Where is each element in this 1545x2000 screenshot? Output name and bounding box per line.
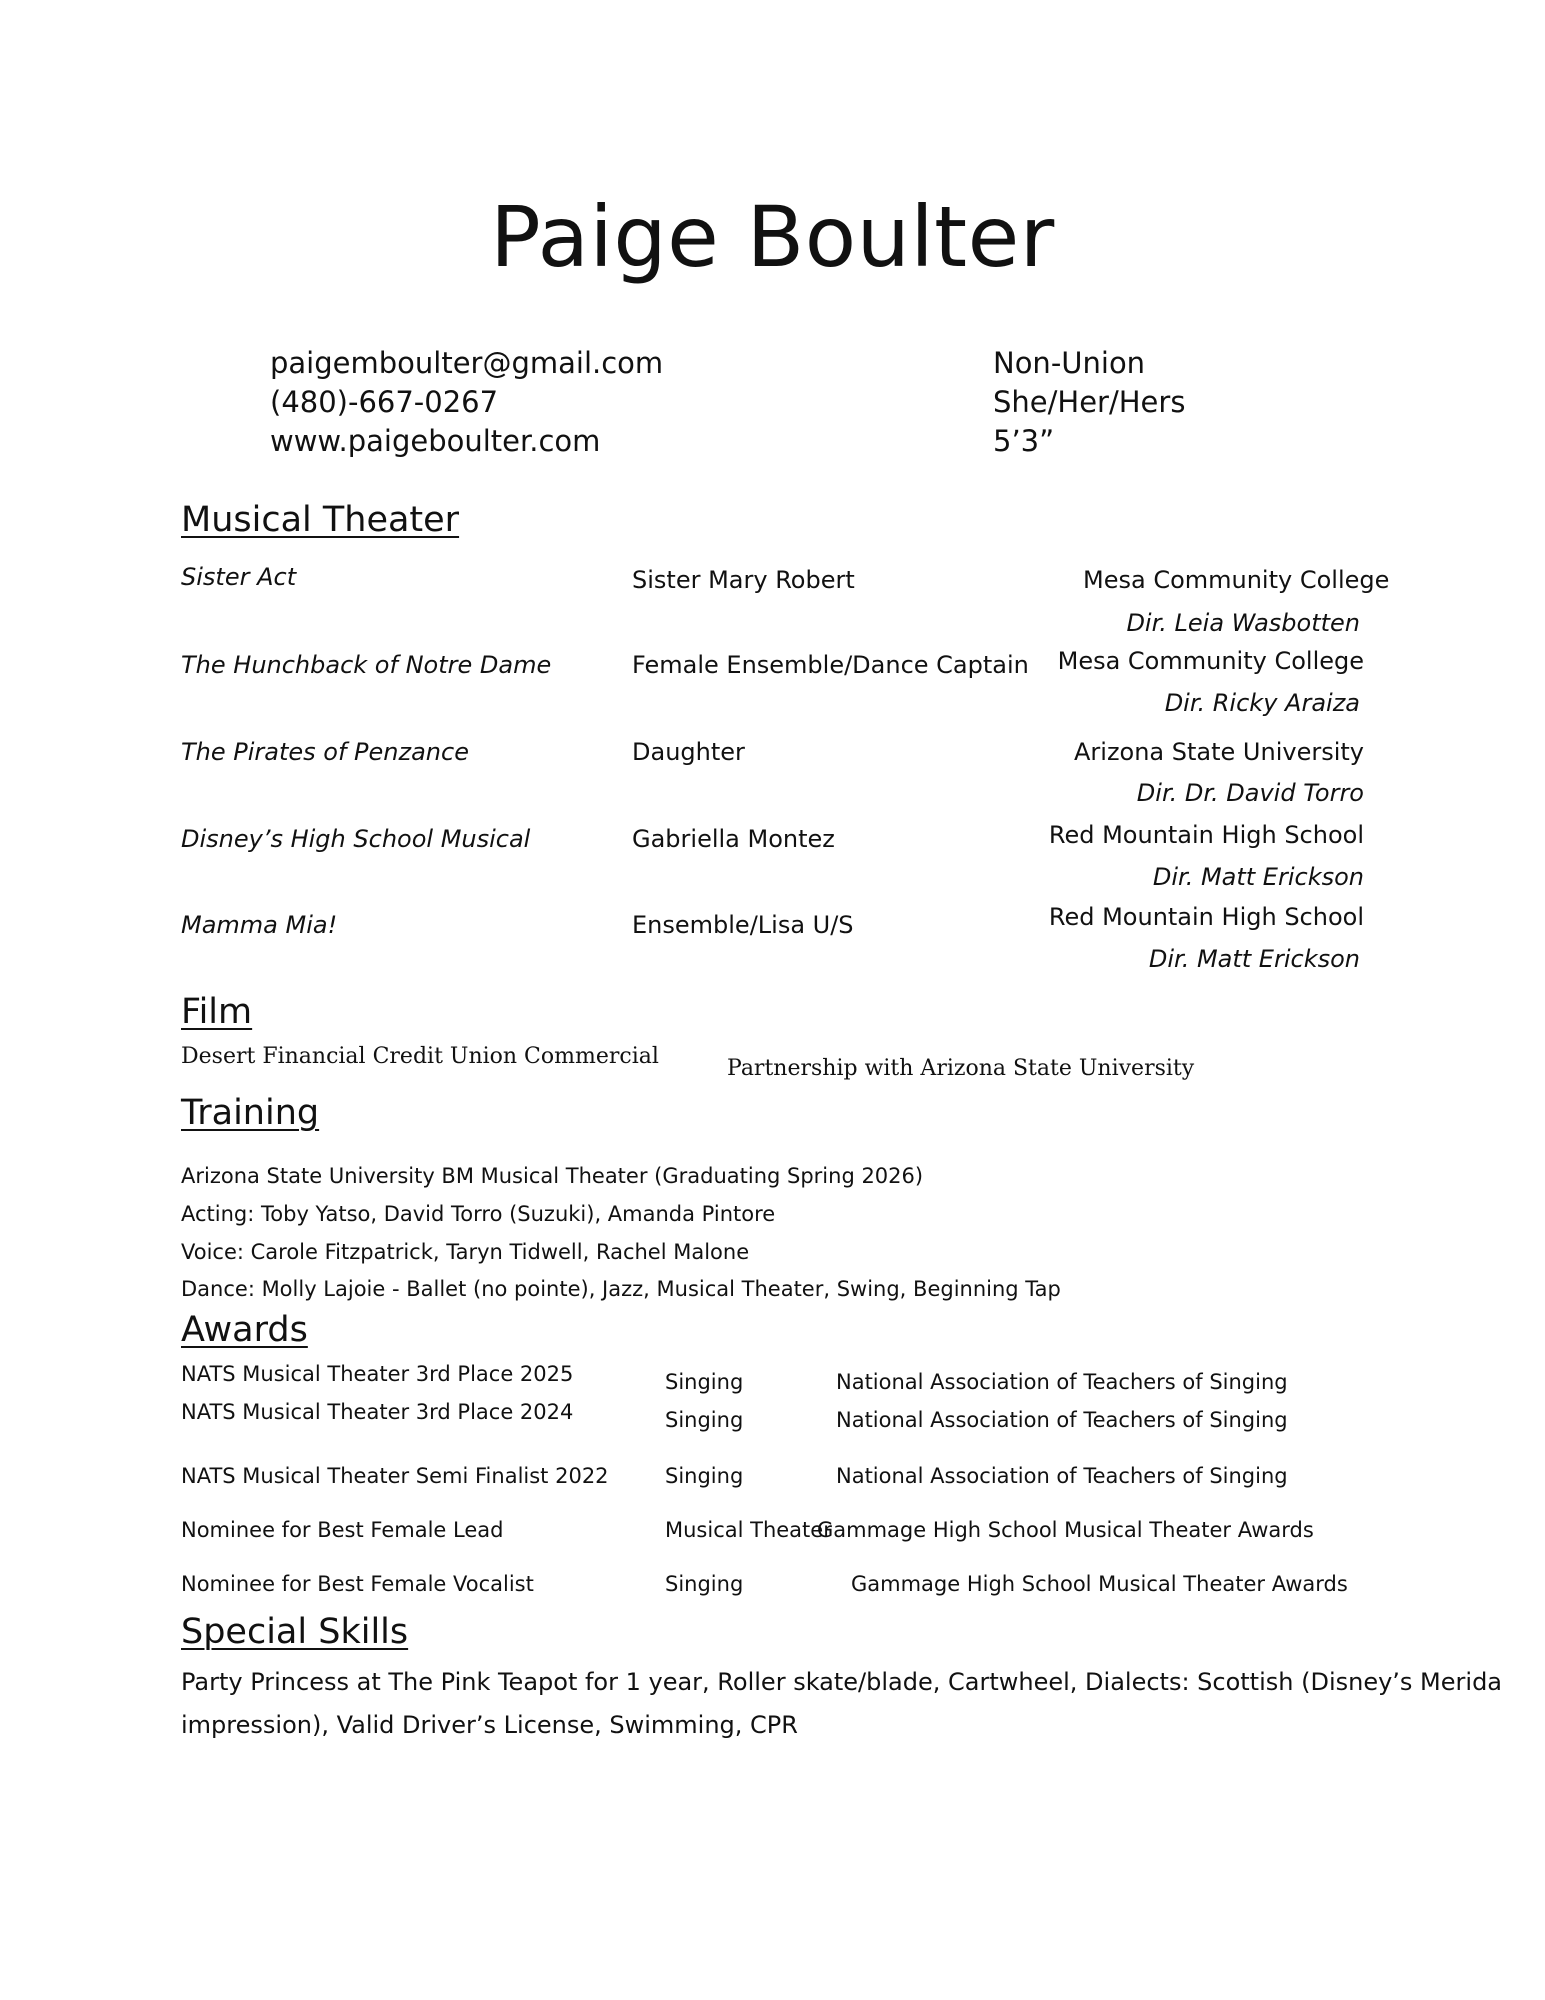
email: paigemboulter@gmail.com	[270, 346, 664, 380]
role: Gabriella Montez	[632, 825, 835, 853]
website: www.paigeboulter.com	[270, 424, 601, 458]
show-title: The Hunchback of Notre Dame	[181, 651, 552, 679]
award-org: Gammage High School Musical Theater Awards	[817, 1518, 1314, 1542]
award-category: Singing	[665, 1370, 744, 1394]
role: Ensemble/Lisa U/S	[632, 911, 854, 939]
resume-name: Paige Boulter	[490, 188, 1055, 286]
award-name: NATS Musical Theater 3rd Place 2024	[181, 1400, 574, 1424]
award-org: National Association of Teachers of Singing	[836, 1464, 1288, 1488]
award-name: NATS Musical Theater Semi Finalist 2022	[181, 1464, 609, 1488]
award-category: Singing	[665, 1572, 744, 1596]
training-line: Acting: Toby Yatso, David Torro (Suzuki), Amanda Pintore	[181, 1202, 776, 1226]
skills-line: Party Princess at The Pink Teapot for 1 year, Roller skate/blade, Cartwheel, Dialects: Scottish (Disney’s Merida	[181, 1668, 1503, 1696]
special-skills-text	[181, 1661, 1502, 1747]
film-project: Desert Financial Credit Union Commercial	[181, 1044, 659, 1069]
pronouns: She/Her/Hers	[993, 385, 1186, 419]
section-heading-film: Film	[181, 992, 253, 1032]
award-name: Nominee for Best Female Lead	[181, 1518, 504, 1542]
award-org: National Association of Teachers of Singing	[836, 1370, 1288, 1394]
training-line: Voice: Carole Fitzpatrick, Taryn Tidwell, Rachel Malone	[181, 1240, 750, 1264]
skills-line: impression), Valid Driver’s License, Swimming, CPR	[181, 1711, 798, 1739]
venue: Red Mountain High School	[1048, 821, 1364, 849]
contact-left	[270, 344, 663, 461]
show-title: Mamma Mia!	[181, 911, 338, 939]
training-line: Dance: Molly Lajoie - Ballet (no pointe), Jazz, Musical Theater, Swing, Beginning Tap	[181, 1277, 1061, 1301]
training-line: Arizona State University BM Musical Theater (Graduating Spring 2026)	[181, 1164, 924, 1188]
venue: Mesa Community College	[1057, 647, 1364, 675]
director: Dir. Dr. David Torro	[1136, 779, 1364, 807]
contact-right	[993, 344, 1185, 461]
show-title: Disney’s High School Musical	[181, 825, 531, 853]
award-org: National Association of Teachers of Singing	[836, 1408, 1288, 1432]
director: Dir. Ricky Araiza	[1164, 689, 1360, 717]
section-heading-awards: Awards	[181, 1310, 308, 1350]
role: Sister Mary Robert	[632, 566, 855, 594]
award-category: Musical Theater	[665, 1518, 832, 1542]
award-name: NATS Musical Theater 3rd Place 2025	[181, 1362, 574, 1386]
height: 5’3”	[993, 424, 1055, 458]
award-category: Singing	[665, 1464, 744, 1488]
award-org: Gammage High School Musical Theater Awards	[851, 1572, 1348, 1596]
film-detail: Partnership with Arizona State University	[727, 1056, 1195, 1081]
union-status: Non-Union	[993, 346, 1146, 380]
section-heading-special-skills: Special Skills	[181, 1612, 409, 1652]
award-category: Singing	[665, 1408, 744, 1432]
award-name: Nominee for Best Female Vocalist	[181, 1572, 534, 1596]
role: Daughter	[632, 738, 745, 766]
show-title: Sister Act	[181, 563, 297, 591]
venue: Mesa Community College	[1083, 566, 1390, 594]
role: Female Ensemble/Dance Captain	[632, 651, 1029, 679]
director: Dir. Matt Erickson	[1152, 863, 1364, 891]
venue: Red Mountain High School	[1048, 903, 1364, 931]
director: Dir. Leia Wasbotten	[1126, 609, 1360, 637]
section-heading-musical-theater: Musical Theater	[181, 500, 460, 540]
venue: Arizona State University	[1073, 738, 1364, 766]
show-title: The Pirates of Penzance	[181, 738, 469, 766]
section-heading-training: Training	[181, 1093, 320, 1133]
director: Dir. Matt Erickson	[1148, 945, 1360, 973]
phone: (480)-667-0267	[270, 385, 499, 419]
